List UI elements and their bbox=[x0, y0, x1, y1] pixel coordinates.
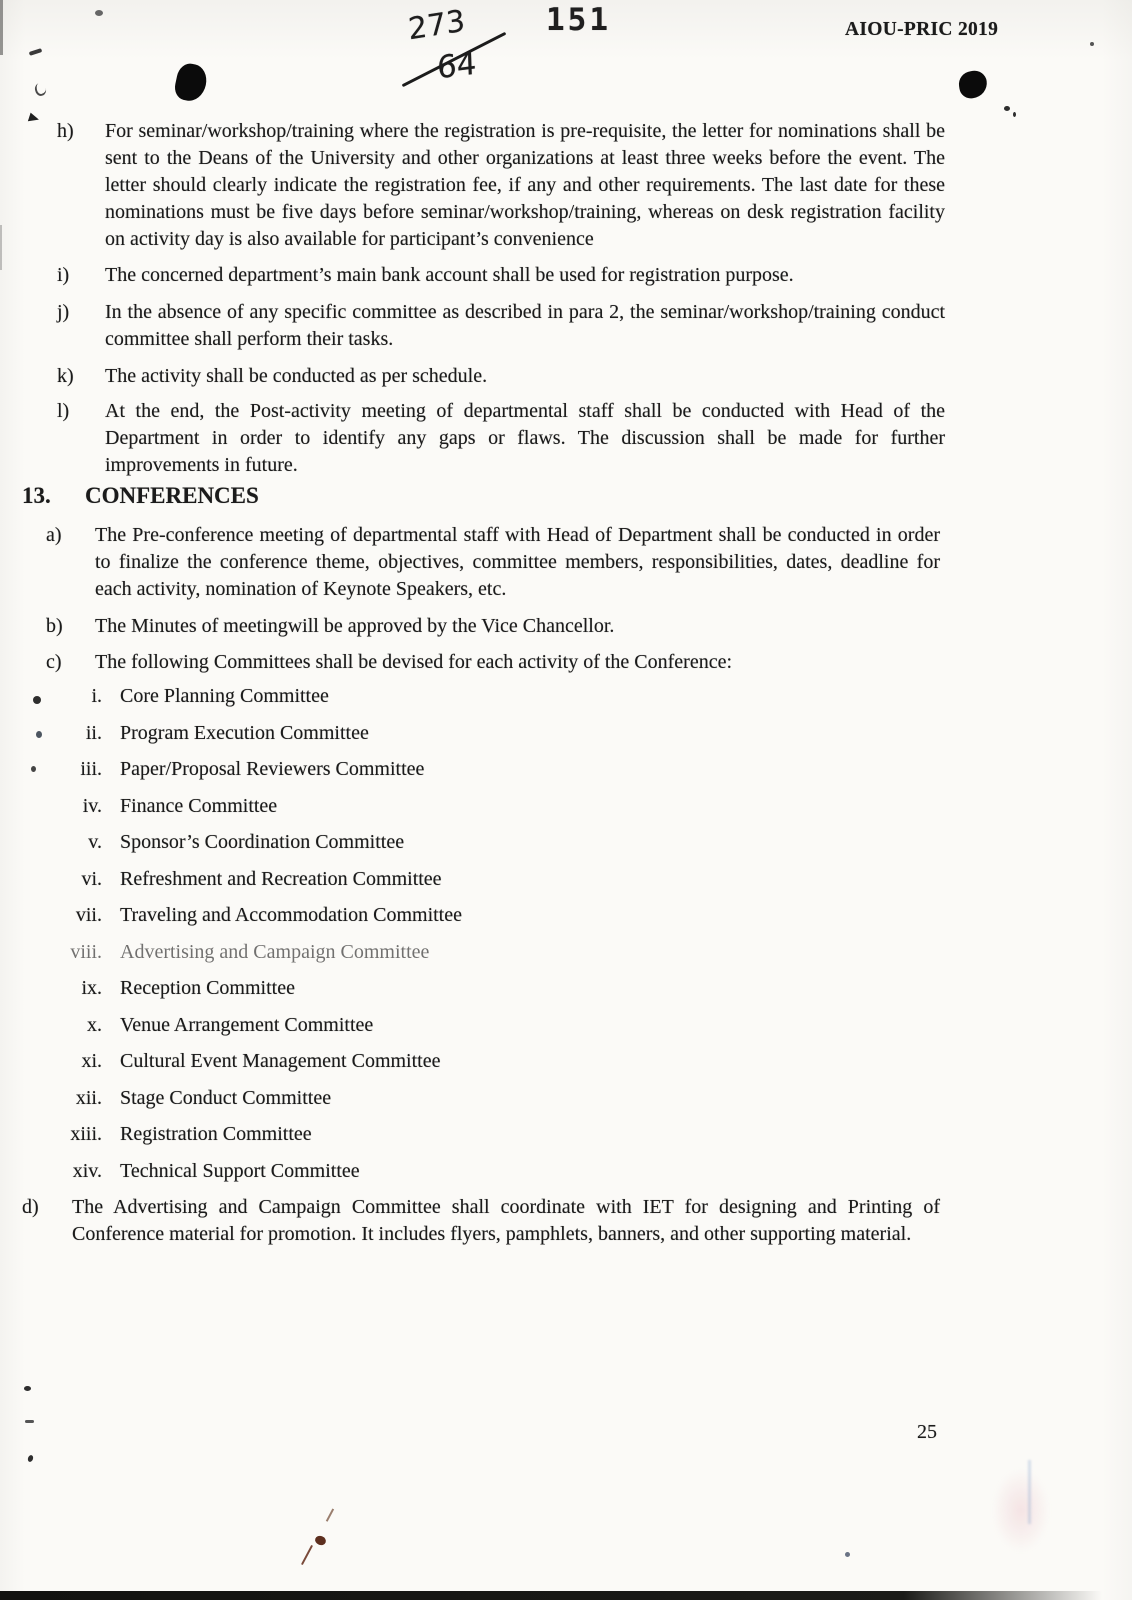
document-body bbox=[0, 118, 1132, 1248]
ink-speck bbox=[1090, 42, 1094, 46]
committee-numeral: vi. bbox=[81, 867, 102, 890]
ink-speck bbox=[1013, 112, 1016, 117]
clause-b bbox=[0, 613, 1132, 640]
committee-numeral: ii. bbox=[85, 721, 102, 744]
clause-k bbox=[0, 363, 1132, 390]
committee-numeral: xiii. bbox=[70, 1123, 102, 1145]
section-heading-conferences bbox=[0, 481, 1132, 511]
clause-i bbox=[0, 262, 1132, 289]
committee-name: Refreshment and Recreation Committee bbox=[120, 867, 442, 890]
red-ink-mark bbox=[314, 1534, 327, 1546]
section-title: CONFERENCES bbox=[85, 483, 259, 508]
committee-item-1 bbox=[0, 683, 1132, 710]
scan-bottom-edge bbox=[0, 1591, 1102, 1600]
committee-numeral: i. bbox=[91, 685, 102, 707]
committee-name: Finance Committee bbox=[120, 794, 278, 817]
committee-name: Traveling and Accommodation Committee bbox=[120, 904, 462, 926]
clause-h bbox=[0, 118, 1132, 253]
committee-item-13 bbox=[0, 1121, 1132, 1148]
clause-label: l) bbox=[57, 400, 70, 422]
pen-mark bbox=[34, 82, 48, 97]
committee-name: Technical Support Committee bbox=[120, 1159, 360, 1182]
doc-code-label: AIOU-PRIC 2019 bbox=[845, 19, 999, 40]
committee-numeral: iii. bbox=[80, 758, 102, 780]
ink-blot-left bbox=[172, 61, 209, 103]
clause-text: The Pre-conference meeting of departmental staff with Head of Department shall be conducted in order to finalize the conference theme, objectives, committee members, responsibilities, dates, deadline for each activity, nomination of Keynote Speakers, etc. bbox=[95, 524, 940, 600]
clause-label: c) bbox=[46, 651, 62, 673]
committee-name: Cultural Event Management Committee bbox=[120, 1050, 441, 1072]
clause-a bbox=[0, 522, 1132, 603]
committee-name: Registration Committee bbox=[120, 1123, 312, 1145]
committee-numeral: v. bbox=[88, 831, 102, 853]
committee-name: Venue Arrangement Committee bbox=[120, 1013, 374, 1036]
clause-label: i) bbox=[57, 264, 70, 286]
clause-label: h) bbox=[57, 120, 74, 142]
clause-label: d) bbox=[22, 1196, 39, 1218]
committee-name: Core Planning Committee bbox=[120, 685, 329, 707]
committee-item-8 bbox=[0, 939, 1132, 966]
scan-smudge bbox=[992, 1468, 1050, 1553]
clause-text: In the absence of any specific committee as described in para 2, the seminar/workshop/training conduct committee shall perform their tasks. bbox=[105, 301, 945, 350]
clause-label: a) bbox=[46, 524, 62, 546]
committee-item-11 bbox=[0, 1048, 1132, 1075]
clause-text: The Minutes of meetingwill be approved by the Vice Chancellor. bbox=[95, 615, 615, 637]
clause-label: b) bbox=[46, 615, 63, 637]
committee-name: Advertising and Campaign Committee bbox=[120, 940, 430, 963]
clause-text: The following Committees shall be devised for each activity of the Conference: bbox=[95, 651, 733, 673]
clause-l bbox=[0, 398, 1132, 479]
margin-speck bbox=[33, 696, 41, 704]
margin-speck bbox=[27, 1454, 34, 1462]
handwritten-denominator: 64 bbox=[436, 45, 477, 87]
clause-text: At the end, the Post-activity meeting of departmental staff shall be conducted with Head of the Department in order to identify any gaps or flaws. The discussion shall be made for further improvements in future. bbox=[105, 400, 945, 476]
margin-speck bbox=[24, 1386, 31, 1391]
scan-edge-artifact bbox=[0, 225, 2, 270]
ink-speck bbox=[1004, 106, 1010, 111]
clause-d bbox=[0, 1194, 1132, 1248]
committee-item-12 bbox=[0, 1085, 1132, 1112]
committee-item-14 bbox=[0, 1158, 1132, 1185]
page-stamp-number: 151 bbox=[546, 2, 611, 38]
committee-numeral: vii. bbox=[75, 904, 102, 926]
committee-item-3 bbox=[0, 756, 1132, 783]
committee-item-4 bbox=[0, 793, 1132, 820]
pen-mark bbox=[29, 48, 43, 56]
clause-label: k) bbox=[57, 365, 74, 387]
committee-numeral: viii. bbox=[70, 940, 102, 963]
margin-speck bbox=[25, 1420, 34, 1423]
committee-name: Paper/Proposal Reviewers Committee bbox=[120, 758, 425, 780]
committee-name: Sponsor’s Coordination Committee bbox=[120, 831, 405, 853]
committee-numeral: ix. bbox=[81, 977, 102, 999]
committee-item-6 bbox=[0, 866, 1132, 893]
ink-speck bbox=[845, 1552, 850, 1557]
committee-item-2 bbox=[0, 720, 1132, 747]
page-number: 25 bbox=[917, 1421, 937, 1443]
scan-edge-artifact bbox=[0, 0, 3, 55]
clause-label: j) bbox=[57, 301, 70, 323]
clause-text: The Advertising and Campaign Committee shall coordinate with IET for designing and Printing of Conference material for promotion. It includes flyers, pamphlets, banners, and other supporting material. bbox=[72, 1196, 940, 1245]
clause-text: The activity shall be conducted as per schedule. bbox=[105, 365, 488, 387]
committee-numeral: iv. bbox=[82, 794, 102, 817]
clause-c bbox=[0, 649, 1132, 676]
committee-item-9 bbox=[0, 975, 1132, 1002]
scan-streak bbox=[1028, 1460, 1031, 1524]
committee-name: Reception Committee bbox=[120, 977, 295, 999]
committee-numeral: xi. bbox=[81, 1050, 102, 1072]
committee-numeral: xiv. bbox=[72, 1159, 102, 1182]
committee-numeral: x. bbox=[87, 1013, 102, 1036]
committee-name: Program Execution Committee bbox=[120, 721, 369, 744]
ink-blot-right bbox=[957, 69, 988, 100]
ink-speck bbox=[95, 10, 103, 16]
committee-name: Stage Conduct Committee bbox=[120, 1086, 332, 1109]
committee-item-7 bbox=[0, 902, 1132, 929]
clause-text: The concerned department’s main bank account shall be used for registration purpose. bbox=[105, 264, 794, 286]
red-ink-mark-tail bbox=[301, 1545, 313, 1565]
committee-item-5 bbox=[0, 829, 1132, 856]
margin-speck bbox=[36, 731, 42, 738]
committee-item-10 bbox=[0, 1012, 1132, 1039]
clause-text: For seminar/workshop/training where the registration is pre-requisite, the letter for nominations shall be sent to the Deans of the University and other organizations at least three weeks before the event. The letter should clearly indicate the registration fee, if any and other requirements. The last date for these nominations must be five days before seminar/workshop/training, whereas on desk registration facility on activity day is also available for participant’s convenience bbox=[105, 120, 945, 250]
margin-speck bbox=[31, 766, 36, 772]
handwritten-numerator: 273 bbox=[406, 3, 467, 48]
committee-numeral: xii. bbox=[75, 1086, 102, 1109]
section-number: 13. bbox=[22, 483, 51, 508]
red-ink-mark-tail bbox=[326, 1508, 334, 1521]
clause-j bbox=[0, 299, 1132, 353]
